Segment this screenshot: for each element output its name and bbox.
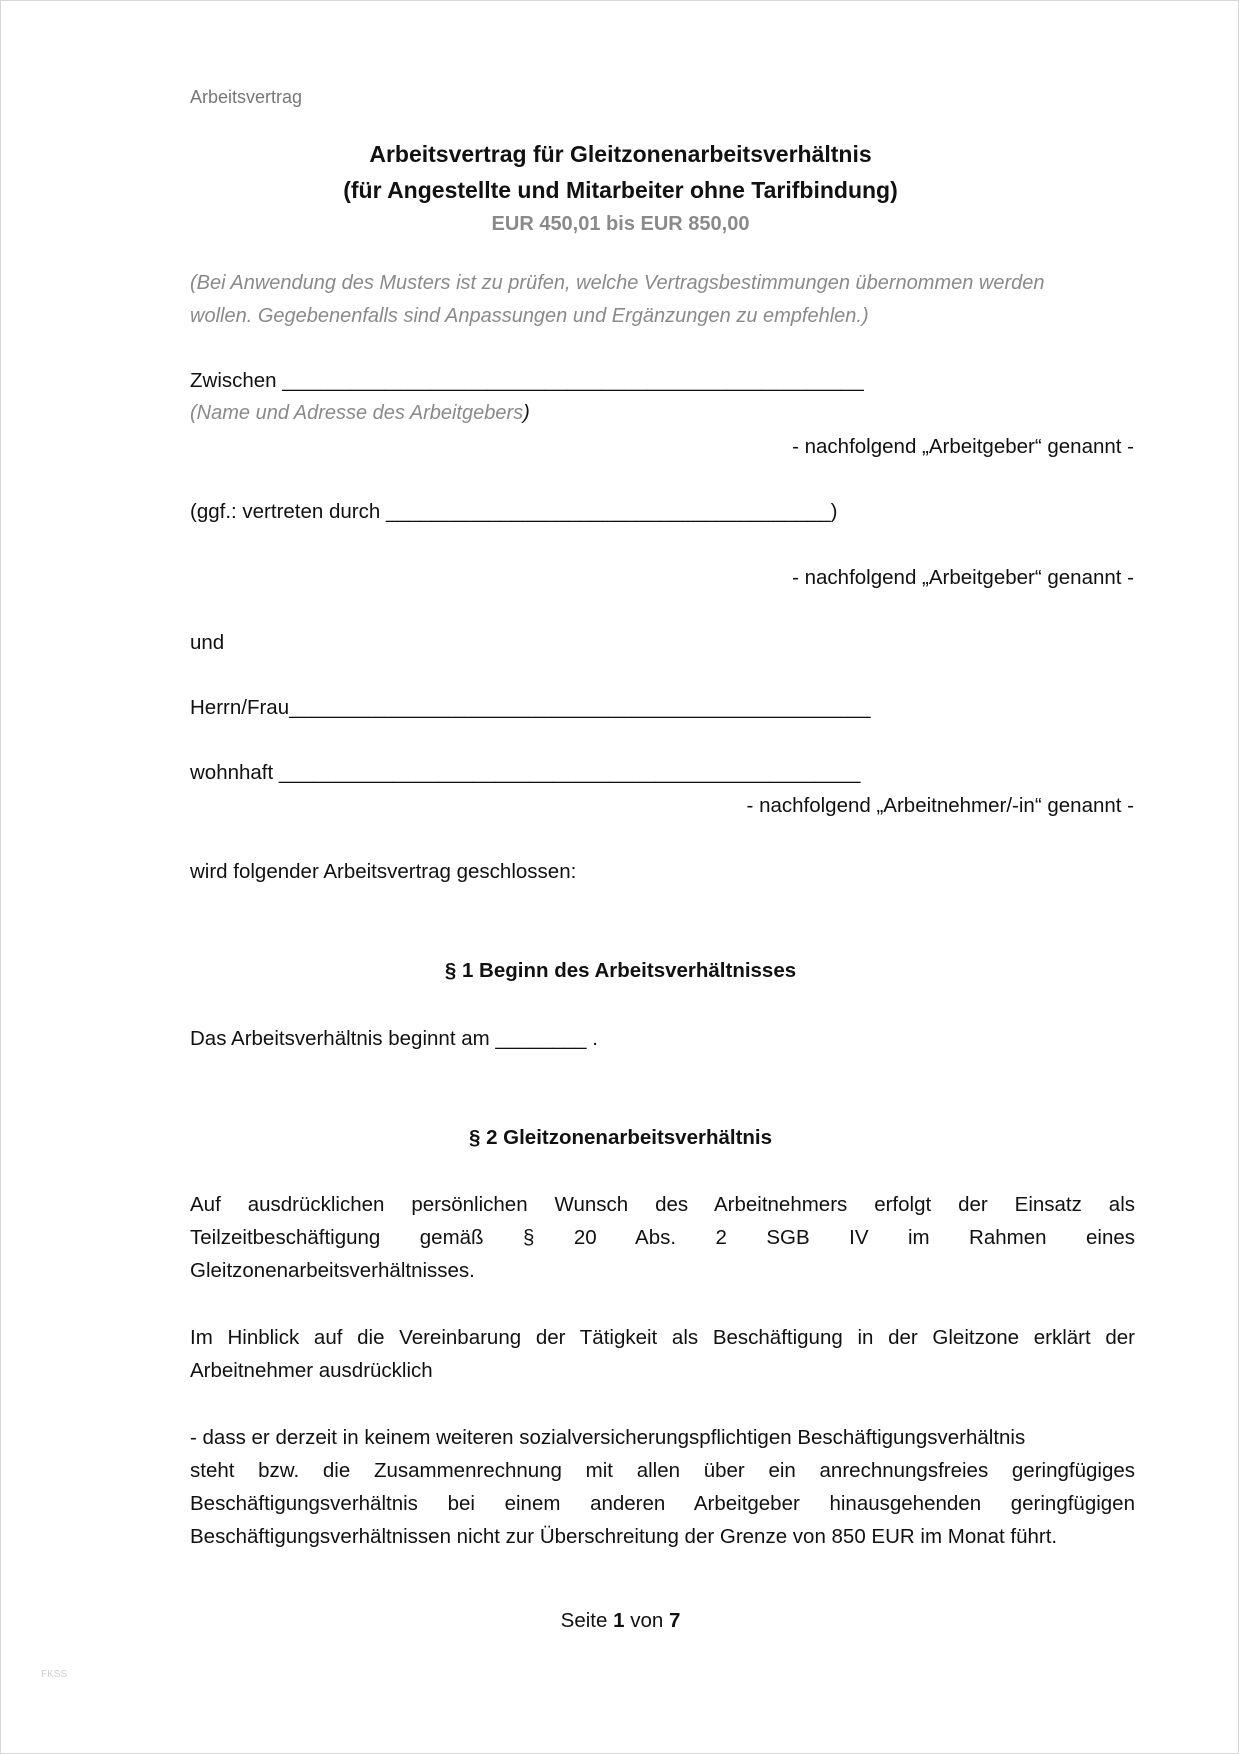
section2-p2-line2: Arbeitnehmer ausdrücklich: [190, 1359, 433, 1382]
section1-heading: § 1 Beginn des Arbeitsverhältnisses: [444, 959, 797, 982]
watermark: FKSS: [41, 1669, 68, 1680]
section2-p3-line4: Beschäftigungsverhältnissen nicht zur Überschreitung der Grenze von 850 EUR im Monat führt.: [190, 1525, 1058, 1548]
document-title-line1: Arbeitsvertrag für Gleitzonenarbeitsverhältnis: [369, 141, 872, 167]
section2-p1-line1: Auf ausdrücklichen persönlichen Wunsch des Arbeitnehmers erfolgt der Einsatz als: [190, 1193, 1135, 1216]
usage-note-line2: wollen. Gegebenenfalls sind Anpassungen und Ergänzungen zu empfehlen.): [190, 305, 869, 327]
employer-named-1: - nachfolgend „Arbeitgeber“ genannt -: [792, 435, 1134, 458]
vertreten-line: (ggf.: vertreten durch _______________________________________): [190, 500, 838, 523]
usage-note-line1: (Bei Anwendung des Musters ist zu prüfen, welche Vertragsbestimmungen übernommen werden: [190, 272, 1045, 294]
section2-heading: § 2 Gleitzonenarbeitsverhältnis: [468, 1126, 773, 1149]
wohnhaft-line: wohnhaft ___________________________________________________: [190, 761, 861, 784]
section2-p3-line2: steht bzw. die Zusammenrechnung mit allen über ein anrechnungsfreies geringfügiges: [190, 1459, 1135, 1482]
section2-p3-line3: Beschäftigungsverhältnis bei einem anderen Arbeitgeber hinausgehenden geringfügigen: [190, 1492, 1135, 1515]
document-title-line2: (für Angestellte und Mitarbeiter ohne Tarifbindung): [343, 177, 898, 203]
herr-frau-line: Herrn/Frau___________________________________________________: [190, 696, 871, 719]
footer-prefix: Seite: [560, 1609, 608, 1632]
footer-page-number: 1: [613, 1609, 625, 1632]
und-line: und: [190, 631, 225, 654]
footer-middle: von: [630, 1609, 664, 1632]
section2-p2-line1: Im Hinblick auf die Vereinbarung der Tätigkeit als Beschäftigung in der Gleitzone erklärt der: [190, 1326, 1135, 1349]
section2-p3-line1: - dass er derzeit in keinem weiteren sozialversicherungspflichtigen Beschäftigungsverhältnis: [190, 1426, 1026, 1449]
employer-hint-close: ): [523, 402, 530, 424]
footer-total-pages: 7: [668, 1609, 681, 1632]
salary-range: EUR 450,01 bis EUR 850,00: [491, 213, 750, 235]
employer-hint: [190, 402, 530, 425]
zwischen-line: Zwischen ___________________________________________________: [190, 369, 864, 392]
section1-text: Das Arbeitsverhältnis beginnt am ________ .: [190, 1027, 598, 1050]
employer-named-2: - nachfolgend „Arbeitgeber“ genannt -: [792, 566, 1134, 589]
employer-hint-text: (Name und Adresse des Arbeitgebers: [190, 402, 524, 424]
document-header-label: Arbeitsvertrag: [190, 87, 303, 107]
page-footer: [1, 1609, 1239, 1633]
section2-p1-line2: Teilzeitbeschäftigung gemäß § 20 Abs. 2 SGB IV im Rahmen eines: [190, 1226, 1135, 1249]
closing-line: wird folgender Arbeitsvertrag geschlossen:: [190, 860, 577, 883]
employee-named: - nachfolgend „Arbeitnehmer/-in“ genannt -: [746, 794, 1134, 817]
section2-p1-line3: Gleitzonenarbeitsverhältnisses.: [190, 1259, 475, 1282]
